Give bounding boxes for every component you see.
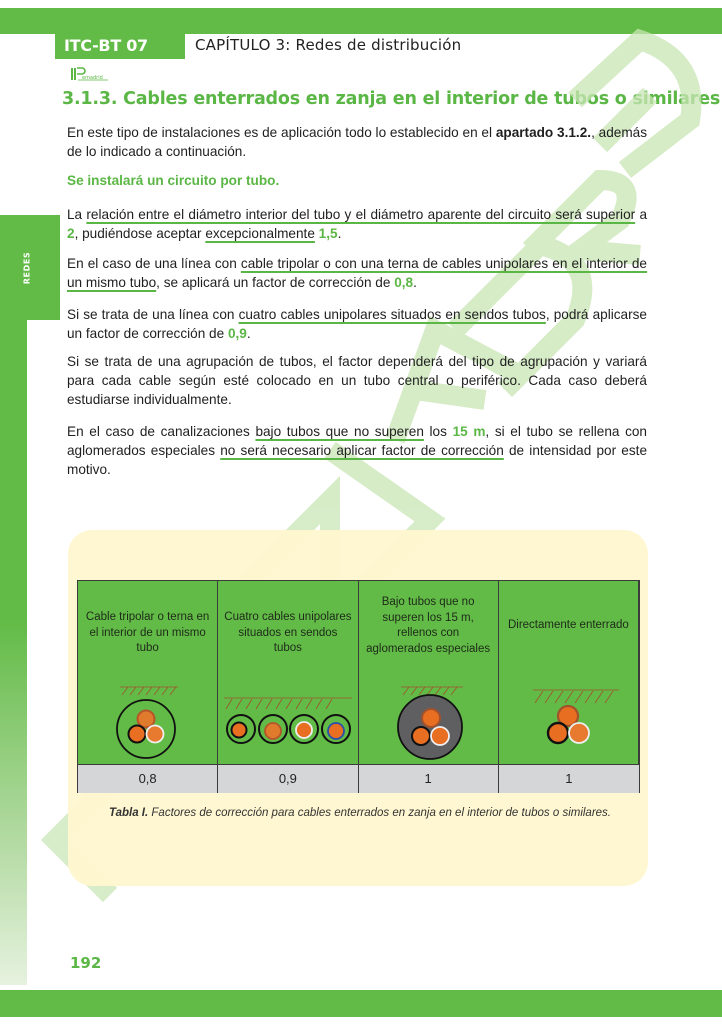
- text: En este tipo de instalaciones es de aplicación todo lo establecido en el: [67, 125, 496, 140]
- text: de intensidad por este motivo.: [67, 443, 648, 477]
- underlined-text: excepcionalmente: [205, 226, 315, 241]
- factor-value: 1: [359, 765, 499, 793]
- header-bar: [0, 8, 722, 34]
- text: La: [67, 207, 87, 222]
- highlight-value: 1,5: [318, 226, 338, 241]
- text: , pudiéndose aceptar: [74, 226, 206, 241]
- paragraph-intro: [67, 123, 647, 161]
- chapter-title: CAPÍTULO 3: Redes de distribución: [195, 36, 462, 54]
- text: En el caso de una línea con: [67, 256, 241, 271]
- side-tab-label: REDES: [22, 251, 32, 285]
- paragraph-diameter-ratio: [67, 205, 647, 243]
- highlight-value: 0,8: [394, 275, 414, 290]
- footer-bar: [0, 990, 722, 1017]
- text: , si el tubo se rellena con aglomerados especiales: [67, 424, 647, 458]
- column-label: Directamente enterrado: [507, 619, 629, 631]
- text: , se aplicará un factor de corrección de: [156, 275, 395, 290]
- green-heading: Se instalará un circuito por tubo.: [67, 173, 280, 188]
- svg-text:emadrid: emadrid: [82, 75, 103, 81]
- highlight-value: 2: [67, 226, 75, 241]
- text: .: [246, 326, 251, 341]
- section-reference: apartado 3.1.2.: [495, 125, 592, 140]
- column-label: Cuatro cables unipolares situados en sendos tubos: [224, 611, 352, 654]
- section-title: 3.1.3. Cables enterrados en zanja en el interior de tubos o similares: [62, 89, 721, 109]
- correction-factor-table: [77, 580, 640, 793]
- table-column: [499, 581, 639, 764]
- column-label: Bajo tubos que no superen los 15 m, rellenos con aglomerados especiales: [366, 596, 491, 655]
- caption-label: Tabla I.: [109, 807, 149, 819]
- four-cables-in-separate-tubes-icon: [218, 681, 358, 761]
- text: .: [337, 226, 342, 241]
- table-column: [78, 581, 218, 764]
- text: En el caso de canalizaciones: [67, 424, 256, 439]
- text: a: [635, 207, 648, 222]
- directly-buried-cables-icon: [499, 681, 639, 761]
- paragraph-under-tubes: [67, 422, 647, 479]
- side-strip: [0, 320, 27, 985]
- table-caption: [90, 806, 630, 821]
- highlight-value: 15 m: [452, 424, 486, 439]
- underlined-text: relación entre el diámetro interior del tubo y el diámetro aparente del circuito será superior: [86, 207, 636, 222]
- text: los: [423, 424, 453, 439]
- page-number: 192: [70, 954, 102, 972]
- text: .: [413, 275, 417, 290]
- factor-row: [78, 764, 639, 793]
- text: Si se trata de una línea con: [67, 307, 239, 322]
- column-label: Cable tripolar o terna en el interior de un mismo tubo: [85, 611, 210, 654]
- text: , podrá aplicarse un factor de corrección de: [67, 307, 647, 341]
- factor-value: 0,9: [218, 765, 358, 793]
- three-cables-in-single-tube-icon: [78, 681, 218, 761]
- doc-code-tab: ITC-BT 07: [55, 34, 185, 59]
- filled-tube-with-three-cables-icon: [359, 681, 499, 761]
- factor-value: 1: [565, 771, 573, 786]
- underlined-text: cuatro cables unipolares situados en sendos tubos: [238, 307, 546, 322]
- underlined-text: no será necesario aplicar factor de corrección: [220, 443, 504, 458]
- paragraph-grouping: Si se trata de una agrupación de tubos, el factor dependerá del tipo de agrupación y variará para cada cable según esté colocado en un tubo central o periférico. Cada caso deberá estudiarse individualmente.: [67, 354, 647, 407]
- table-column: [218, 581, 358, 764]
- text: , además de lo indicado a continuación.: [67, 125, 648, 159]
- highlight-value: 0,9: [227, 326, 247, 341]
- paragraph-tripolar: [67, 254, 647, 292]
- underlined-text: bajo tubos que no superen: [255, 424, 424, 439]
- institution-logo-icon: [70, 66, 114, 84]
- factor-value: 0,8: [78, 765, 218, 793]
- underlined-text: cable tripolar o con una terna de cables unipolares en el interior de un mismo tubo: [67, 256, 647, 290]
- caption-text: Factores de corrección para cables enterrados en zanja en el interior de tubos o similares.: [148, 807, 611, 819]
- table-column: [359, 581, 499, 764]
- paragraph-four-cables: [67, 305, 647, 343]
